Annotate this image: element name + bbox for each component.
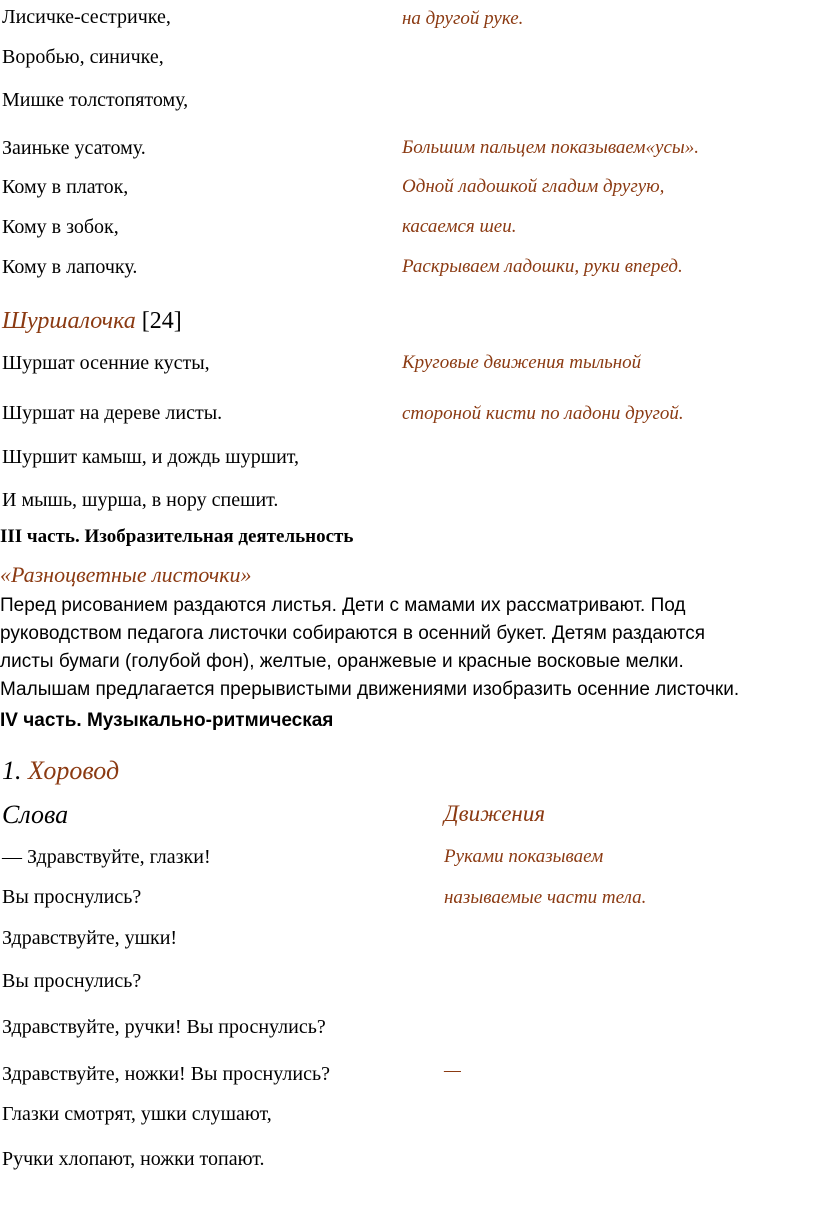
dance-title: [2, 756, 119, 786]
part4-heading: IV часть. Музыкально-ритмическая: [0, 710, 334, 731]
part3-heading: III часть. Изобразительная деятельность: [0, 526, 354, 547]
poem-line-7: Кому в лапочку.: [2, 256, 138, 278]
column-moves-header: Движения: [444, 801, 546, 826]
paragraph-line-1: Перед рисованием раздаются листья. Дети с мамами их рассматривают. Под: [0, 595, 686, 616]
poem-line-1: Лисичке-сестричке,: [2, 6, 171, 28]
dance-line-2: Вы проснулись?: [2, 886, 142, 908]
motion-line-2: Большим пальцем показываем«усы».: [402, 137, 700, 158]
game-title: [2, 308, 182, 335]
dance-line-4: Вы проснулись?: [2, 970, 142, 992]
poem-line-6: Кому в зобок,: [2, 216, 119, 238]
dance-number: 1.: [2, 756, 22, 785]
part3-subtitle: «Разноцветные листочки»: [0, 562, 252, 587]
poem-line-4: Заиньке усатому.: [2, 137, 146, 159]
motion-line-4: касаемся шеи.: [402, 216, 517, 237]
dance-motion-1: Руками показываем: [444, 846, 604, 867]
poem-line-2: Воробью, синичке,: [2, 46, 164, 68]
dance-motion-2: называемые части тела.: [444, 887, 647, 908]
game-line-4: И мышь, шурша, в нору спешит.: [2, 489, 279, 511]
poem-line-5: Кому в платок,: [2, 176, 129, 198]
game-ref: [24]: [141, 308, 182, 334]
column-words-header: Слова: [2, 800, 69, 829]
dance-line-8: Ручки хлопают, ножки топают.: [2, 1148, 265, 1170]
dance-line-7: Глазки смотрят, ушки слушают,: [2, 1103, 272, 1125]
dance-line-6: Здравствуйте, ножки! Вы проснулись?: [2, 1063, 330, 1085]
motion-line-5: Раскрываем ладошки, руки вперед.: [402, 256, 683, 277]
dance-title-text: Хоровод: [28, 756, 120, 785]
dance-line-3: Здравствуйте, ушки!: [2, 927, 178, 949]
motion-line-3: Одной ладошкой гладим другую,: [402, 176, 665, 197]
paragraph-line-4: Малышам предлагается прерывистыми движениями изобразить осенние листочки.: [0, 679, 740, 700]
dance-line-1: — Здравствуйте, глазки!: [2, 846, 211, 868]
motion-line-1: на другой руке.: [402, 8, 524, 29]
game-title-text: Шуршалочка: [2, 308, 136, 334]
paragraph-line-3: листы бумаги (голубой фон), желтые, оранжевые и красные восковые мелки.: [0, 651, 684, 672]
paragraph-line-2: руководством педагога листочки собираются в осенний букет. Детям раздаются: [0, 623, 706, 644]
dance-motion-3: —: [444, 1060, 461, 1081]
game-motion-1: Круговые движения тыльной: [402, 352, 642, 373]
game-motion-2: стороной кисти по ладони другой.: [402, 403, 684, 424]
game-line-3: Шуршит камыш, и дождь шуршит,: [2, 446, 300, 468]
dance-line-5: Здравствуйте, ручки! Вы проснулись?: [2, 1016, 326, 1038]
part3-paragraph: [0, 592, 812, 704]
game-line-2: Шуршат на дереве листы.: [2, 402, 223, 424]
game-line-1: Шуршат осенние кусты,: [2, 352, 210, 374]
poem-line-3: Мишке толстопятому,: [2, 89, 189, 111]
